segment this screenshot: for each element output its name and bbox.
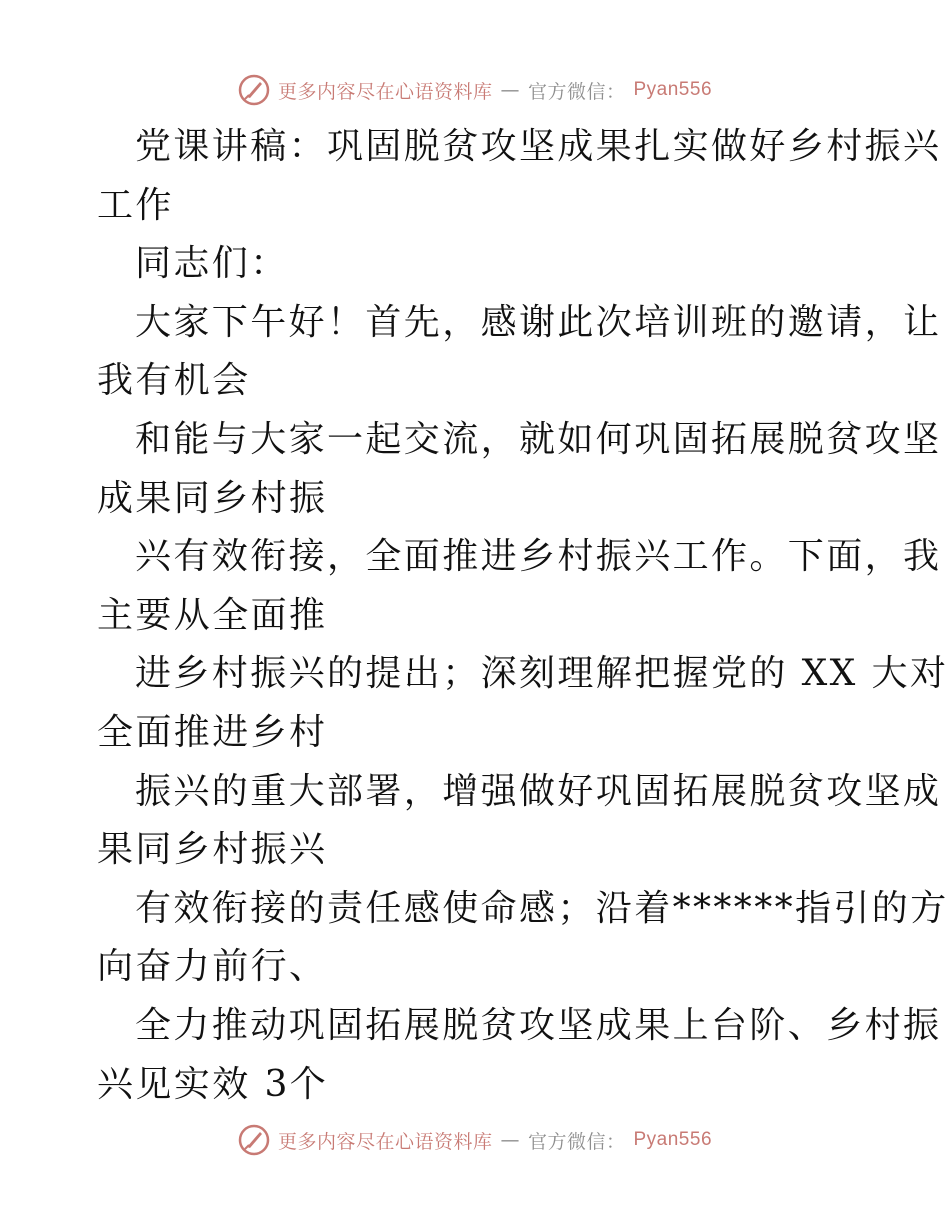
doc-title-line-2: 工作	[97, 184, 174, 226]
doc-text-line: 兴有效衔接，全面推进乡村振兴工作。下面，我	[135, 536, 942, 578]
watermark-brand-text: 更多内容尽在心语资料库	[277, 1130, 493, 1153]
watermark-label: 官方微信：	[527, 80, 626, 103]
doc-text-line: 有效衔接的责任感使命感；沿着******指引的方	[135, 887, 949, 929]
doc-title-line-1: 党课讲稿：巩固脱贫攻坚成果扎实做好乡村振兴	[135, 126, 942, 167]
watermark-brand-text: 更多内容尽在心语资料库	[277, 80, 493, 103]
doc-text-line: 大家下午好！首先，感谢此次培训班的邀请，让	[135, 301, 942, 343]
doc-text-line: 我有机会	[97, 360, 251, 402]
doc-text-line: 向奋力前行、	[97, 946, 328, 988]
doc-text-line: 进乡村振兴的提出；深刻理解把握党的 XX 大对	[135, 653, 949, 695]
doc-text-line: 全力推动巩固拓展脱贫攻坚成果上台阶、乡村振	[135, 1004, 942, 1046]
watermark-wechat-id: Pyan556	[633, 1129, 713, 1150]
header-watermark	[0, 70, 950, 110]
quill-logo-icon	[238, 1124, 270, 1156]
watermark-dash: —	[500, 79, 520, 101]
doc-text-line: 和能与大家一起交流，就如何巩固拓展脱贫攻坚	[135, 418, 942, 460]
doc-salutation: 同志们：	[135, 243, 289, 285]
watermark-dash: —	[500, 1129, 520, 1151]
doc-text-line: 全面推进乡村	[97, 711, 328, 753]
doc-text-line: 果同乡村振兴	[97, 829, 328, 871]
document-body	[97, 118, 949, 1114]
doc-text-line: 振兴的重大部署，增强做好巩固拓展脱贫攻坚成	[135, 770, 942, 812]
doc-text-line: 兴见实效 3个	[97, 1063, 329, 1105]
watermark-wechat-id: Pyan556	[633, 79, 713, 100]
watermark-label: 官方微信：	[527, 1130, 626, 1153]
doc-text-line: 主要从全面推	[97, 594, 328, 636]
doc-text-line: 成果同乡村振	[97, 477, 328, 519]
quill-logo-icon	[238, 74, 270, 106]
footer-watermark	[0, 1120, 950, 1160]
